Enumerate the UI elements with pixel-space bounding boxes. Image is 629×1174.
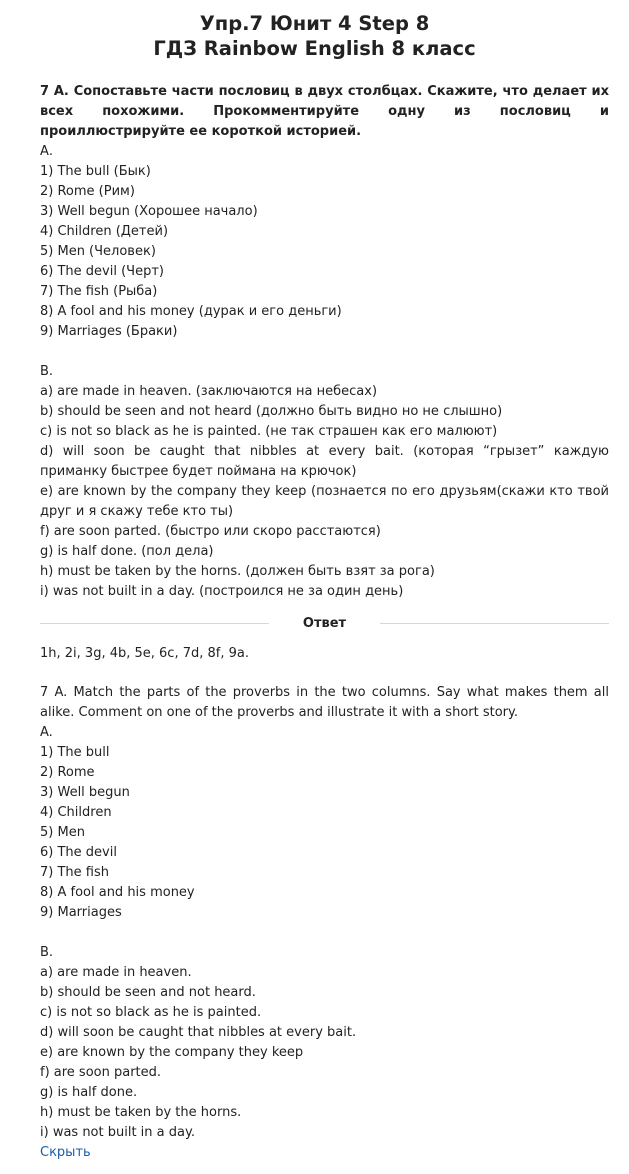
en-a-item: 5) Men bbox=[40, 825, 85, 840]
ru-a-item: 6) The devil (Черт) bbox=[40, 264, 164, 279]
en-b-item: c) is not so black as he is painted. bbox=[40, 1005, 262, 1020]
ru-a-item: 4) Children (Детей) bbox=[40, 224, 169, 239]
en-b-list bbox=[40, 963, 609, 1143]
answer-text: 1h, 2i, 3g, 4b, 5e, 6c, 7d, 8f, 9a. bbox=[40, 646, 249, 661]
en-b-heading: B. bbox=[40, 945, 54, 960]
spacer bbox=[40, 342, 609, 362]
en-b-item: i) was not built in a day. bbox=[40, 1125, 195, 1140]
en-a-item: 6) The devil bbox=[40, 845, 117, 860]
ru-b-heading: B. bbox=[40, 364, 54, 379]
en-b-item: h) must be taken by the horns. bbox=[40, 1105, 242, 1120]
divider-rule-right bbox=[380, 623, 609, 624]
answer-label: Ответ bbox=[302, 615, 347, 631]
ru-b-item: a) are made in heaven. (заключаются на небесах) bbox=[40, 384, 378, 399]
ru-b-item: h) must be taken by the horns. (должен быть взят за рога) bbox=[40, 564, 435, 579]
ru-a-item: 3) Well begun (Хорошее начало) bbox=[40, 204, 258, 219]
page-title bbox=[20, 0, 609, 61]
en-a-list bbox=[40, 743, 609, 923]
en-b-item: d) will soon be caught that nibbles at every bait. bbox=[40, 1025, 357, 1040]
en-a-item: 8) A fool and his money bbox=[40, 885, 195, 900]
en-a-item: 9) Marriages bbox=[40, 905, 122, 920]
ru-a-item: 8) A fool and his money (дурак и его деньги) bbox=[40, 304, 342, 319]
ru-b-list bbox=[40, 382, 609, 602]
ru-a-item: 9) Marriages (Браки) bbox=[40, 324, 178, 339]
ru-a-heading: А. bbox=[40, 144, 54, 159]
title-line-1: Упр.7 Юнит 4 Step 8 bbox=[199, 12, 430, 35]
ru-b-item: b) should be seen and not heard (должно быть видно но не слышно) bbox=[40, 404, 503, 419]
answer-divider bbox=[40, 613, 609, 633]
title-line-2: ГДЗ Rainbow English 8 класс bbox=[153, 37, 476, 60]
en-b-item: a) are made in heaven. bbox=[40, 965, 192, 980]
en-a-item: 1) The bull bbox=[40, 745, 110, 760]
ru-b-item: e) are known by the company they keep (познается по его друзьям(скажи кто твой друг и я скажу тебе кто ты) bbox=[40, 484, 609, 519]
ru-a-item: 1) The bull (Бык) bbox=[40, 164, 151, 179]
ru-b-item: c) is not so black as he is painted. (не так страшен как его малюют) bbox=[40, 424, 498, 439]
en-a-item: 2) Rome bbox=[40, 765, 95, 780]
en-a-item: 4) Children bbox=[40, 805, 112, 820]
en-b-item: b) should be seen and not heard. bbox=[40, 985, 256, 1000]
en-a-item: 3) Well begun bbox=[40, 785, 130, 800]
ru-a-item: 7) The fish (Рыба) bbox=[40, 284, 158, 299]
en-a-heading: A. bbox=[40, 725, 53, 740]
ru-a-item: 5) Men (Человек) bbox=[40, 244, 156, 259]
en-b-item: f) are soon parted. bbox=[40, 1065, 162, 1080]
ru-b-item: i) was not built in a day. (построился не за один день) bbox=[40, 584, 404, 599]
en-b-item: g) is half done. bbox=[40, 1085, 138, 1100]
question-ru: 7 А. Сопоставьте части пословиц в двух столбцах. Скажите, что делает их всех похожими. Прокомментируйте одну из пословиц и проиллюстрируйте ее короткой историей. bbox=[40, 84, 609, 139]
en-b-item: e) are known by the company they keep bbox=[40, 1045, 304, 1060]
question-en: 7 A. Match the parts of the proverbs in the two columns. Say what makes them all alike. Comment on one of the proverbs and illustrate it with a short story. bbox=[40, 685, 609, 720]
ru-b-item: f) are soon parted. (быстро или скоро расстаются) bbox=[40, 524, 381, 539]
ru-b-item: d) will soon be caught that nibbles at every bait. (которая “грызет” каждую приманку быстрее будет поймана на крючок) bbox=[40, 444, 609, 479]
spacer bbox=[40, 923, 609, 943]
ru-a-list bbox=[40, 162, 609, 342]
ru-b-item: g) is half done. (пол дела) bbox=[40, 544, 214, 559]
ru-a-item: 2) Rome (Рим) bbox=[40, 184, 135, 199]
hide-link[interactable]: Скрыть bbox=[40, 1145, 91, 1160]
en-a-item: 7) The fish bbox=[40, 865, 109, 880]
divider-rule-left bbox=[40, 623, 269, 624]
